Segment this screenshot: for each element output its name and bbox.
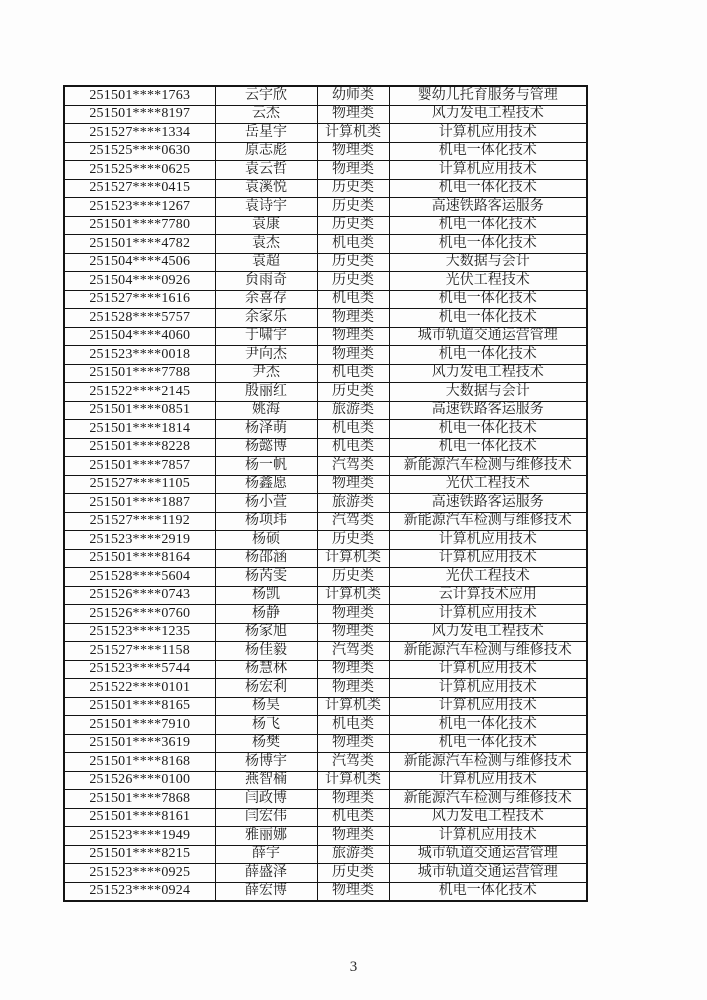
subject-category-cell: 历史类: [317, 198, 389, 217]
student-name-cell: 杨慧林: [215, 660, 317, 679]
student-name-cell: 薛宏博: [215, 882, 317, 901]
table-row: [64, 327, 587, 346]
admitted-major-cell: 机电一体化技术: [389, 438, 587, 457]
exam-id-cell: 251501****8228: [64, 438, 215, 457]
exam-id-cell: 251501****8197: [64, 105, 215, 124]
admitted-major-cell: 机电一体化技术: [389, 179, 587, 198]
table-row: [64, 642, 587, 661]
admitted-major-cell: 计算机应用技术: [389, 531, 587, 550]
table-row: [64, 568, 587, 587]
exam-id-cell: 251523****0018: [64, 346, 215, 365]
admitted-major-cell: 机电一体化技术: [389, 420, 587, 439]
subject-category-cell: 汽驾类: [317, 512, 389, 531]
subject-category-cell: 物理类: [317, 882, 389, 901]
subject-category-cell: 物理类: [317, 161, 389, 180]
exam-id-cell: 251501****3619: [64, 734, 215, 753]
table-row: [64, 272, 587, 291]
subject-category-cell: 历史类: [317, 864, 389, 883]
student-name-cell: 杨樊: [215, 734, 317, 753]
student-name-cell: 杨宏利: [215, 679, 317, 698]
table-row: [64, 475, 587, 494]
table-row: [64, 697, 587, 716]
table-row: [64, 105, 587, 124]
student-name-cell: 殷丽红: [215, 383, 317, 402]
admitted-major-cell: 云计算技术应用: [389, 586, 587, 605]
student-name-cell: 袁杰: [215, 235, 317, 254]
student-name-cell: 薛盛泽: [215, 864, 317, 883]
exam-id-cell: 251528****5757: [64, 309, 215, 328]
table-row: [64, 512, 587, 531]
student-name-cell: 闫政博: [215, 790, 317, 809]
admitted-major-cell: 光伏工程技术: [389, 568, 587, 587]
student-name-cell: 杨静: [215, 605, 317, 624]
table-row: [64, 216, 587, 235]
subject-category-cell: 计算机类: [317, 124, 389, 143]
table-row: [64, 808, 587, 827]
subject-category-cell: 历史类: [317, 179, 389, 198]
admitted-major-cell: 计算机应用技术: [389, 660, 587, 679]
student-name-cell: 杨芮雯: [215, 568, 317, 587]
subject-category-cell: 历史类: [317, 272, 389, 291]
exam-id-cell: 251527****1192: [64, 512, 215, 531]
admitted-major-cell: 机电一体化技术: [389, 716, 587, 735]
table-row: [64, 253, 587, 272]
exam-id-cell: 251501****7857: [64, 457, 215, 476]
admitted-major-cell: 风力发电工程技术: [389, 808, 587, 827]
student-name-cell: 袁康: [215, 216, 317, 235]
student-name-cell: 雅丽娜: [215, 827, 317, 846]
student-name-cell: 云宇欣: [215, 86, 317, 105]
student-name-cell: 袁云哲: [215, 161, 317, 180]
admitted-major-cell: 机电一体化技术: [389, 216, 587, 235]
student-name-cell: 杨一帆: [215, 457, 317, 476]
table-row: [64, 494, 587, 513]
subject-category-cell: 机电类: [317, 808, 389, 827]
admission-roster-table: [63, 85, 588, 902]
table-row: [64, 86, 587, 105]
subject-category-cell: 物理类: [317, 827, 389, 846]
exam-id-cell: 251501****8215: [64, 845, 215, 864]
table-row: [64, 605, 587, 624]
admitted-major-cell: 光伏工程技术: [389, 272, 587, 291]
exam-id-cell: 251527****0415: [64, 179, 215, 198]
subject-category-cell: 物理类: [317, 734, 389, 753]
student-name-cell: 姚海: [215, 401, 317, 420]
exam-id-cell: 251528****5604: [64, 568, 215, 587]
exam-id-cell: 251504****0926: [64, 272, 215, 291]
table-row: [64, 383, 587, 402]
table-row: [64, 716, 587, 735]
admitted-major-cell: 风力发电工程技术: [389, 364, 587, 383]
student-name-cell: 尹杰: [215, 364, 317, 383]
admitted-major-cell: 计算机应用技术: [389, 827, 587, 846]
student-name-cell: 杨凯: [215, 586, 317, 605]
table-row: [64, 346, 587, 365]
admitted-major-cell: 新能源汽车检测与维修技术: [389, 790, 587, 809]
table-row: [64, 401, 587, 420]
student-name-cell: 杨小萱: [215, 494, 317, 513]
student-name-cell: 袁溪悦: [215, 179, 317, 198]
table-row: [64, 864, 587, 883]
subject-category-cell: 物理类: [317, 475, 389, 494]
table-row: [64, 161, 587, 180]
exam-id-cell: 251527****1334: [64, 124, 215, 143]
subject-category-cell: 机电类: [317, 364, 389, 383]
subject-category-cell: 历史类: [317, 383, 389, 402]
subject-category-cell: 历史类: [317, 216, 389, 235]
table-row: [64, 790, 587, 809]
admitted-major-cell: 计算机应用技术: [389, 697, 587, 716]
table-row: [64, 734, 587, 753]
admitted-major-cell: 风力发电工程技术: [389, 105, 587, 124]
table-row: [64, 586, 587, 605]
table-row: [64, 771, 587, 790]
subject-category-cell: 物理类: [317, 660, 389, 679]
student-name-cell: 杨鑫愿: [215, 475, 317, 494]
subject-category-cell: 机电类: [317, 235, 389, 254]
subject-category-cell: 物理类: [317, 142, 389, 161]
table-row: [64, 364, 587, 383]
admitted-major-cell: 高速铁路客运服务: [389, 401, 587, 420]
student-name-cell: 燕智楠: [215, 771, 317, 790]
subject-category-cell: 机电类: [317, 438, 389, 457]
admitted-major-cell: 计算机应用技术: [389, 679, 587, 698]
student-name-cell: 杨飞: [215, 716, 317, 735]
table-row: [64, 827, 587, 846]
exam-id-cell: 251501****7868: [64, 790, 215, 809]
admitted-major-cell: 机电一体化技术: [389, 882, 587, 901]
subject-category-cell: 计算机类: [317, 586, 389, 605]
subject-category-cell: 幼师类: [317, 86, 389, 105]
exam-id-cell: 251501****7780: [64, 216, 215, 235]
subject-category-cell: 机电类: [317, 420, 389, 439]
exam-id-cell: 251523****5744: [64, 660, 215, 679]
exam-id-cell: 251501****8161: [64, 808, 215, 827]
exam-id-cell: 251522****0101: [64, 679, 215, 698]
admitted-major-cell: 计算机应用技术: [389, 771, 587, 790]
subject-category-cell: 旅游类: [317, 845, 389, 864]
student-name-cell: 原志彪: [215, 142, 317, 161]
admitted-major-cell: 城市轨道交通运营管理: [389, 327, 587, 346]
student-name-cell: 薛宇: [215, 845, 317, 864]
subject-category-cell: 物理类: [317, 623, 389, 642]
student-name-cell: 杨项玮: [215, 512, 317, 531]
student-name-cell: 杨懿博: [215, 438, 317, 457]
student-name-cell: 于啸宇: [215, 327, 317, 346]
admitted-major-cell: 机电一体化技术: [389, 290, 587, 309]
exam-id-cell: 251501****8164: [64, 549, 215, 568]
exam-id-cell: 251523****2919: [64, 531, 215, 550]
student-name-cell: 袁诗宇: [215, 198, 317, 217]
table-row: [64, 679, 587, 698]
table-row: [64, 235, 587, 254]
table-row: [64, 142, 587, 161]
student-name-cell: 杨昊: [215, 697, 317, 716]
admitted-major-cell: 计算机应用技术: [389, 549, 587, 568]
subject-category-cell: 物理类: [317, 346, 389, 365]
table-row: [64, 549, 587, 568]
admitted-major-cell: 计算机应用技术: [389, 605, 587, 624]
exam-id-cell: 251527****1105: [64, 475, 215, 494]
student-name-cell: 闫宏伟: [215, 808, 317, 827]
table-row: [64, 179, 587, 198]
admitted-major-cell: 光伏工程技术: [389, 475, 587, 494]
exam-id-cell: 251501****7910: [64, 716, 215, 735]
roster-table-body: [64, 86, 587, 901]
subject-category-cell: 汽驾类: [317, 642, 389, 661]
admitted-major-cell: 风力发电工程技术: [389, 623, 587, 642]
exam-id-cell: 251501****7788: [64, 364, 215, 383]
admitted-major-cell: 新能源汽车检测与维修技术: [389, 512, 587, 531]
admitted-major-cell: 新能源汽车检测与维修技术: [389, 457, 587, 476]
subject-category-cell: 汽驾类: [317, 753, 389, 772]
table-row: [64, 438, 587, 457]
table-row: [64, 420, 587, 439]
admitted-major-cell: 计算机应用技术: [389, 161, 587, 180]
student-name-cell: 杨博宇: [215, 753, 317, 772]
table-row: [64, 753, 587, 772]
exam-id-cell: 251522****2145: [64, 383, 215, 402]
student-name-cell: 杨邵涵: [215, 549, 317, 568]
exam-id-cell: 251501****1887: [64, 494, 215, 513]
student-name-cell: 余喜存: [215, 290, 317, 309]
subject-category-cell: 机电类: [317, 290, 389, 309]
table-row: [64, 660, 587, 679]
subject-category-cell: 历史类: [317, 253, 389, 272]
subject-category-cell: 历史类: [317, 568, 389, 587]
admitted-major-cell: 城市轨道交通运营管理: [389, 845, 587, 864]
admitted-major-cell: 婴幼儿托育服务与管理: [389, 86, 587, 105]
exam-id-cell: 251523****1235: [64, 623, 215, 642]
exam-id-cell: 251501****8168: [64, 753, 215, 772]
student-name-cell: 尹向杰: [215, 346, 317, 365]
student-name-cell: 贠雨奇: [215, 272, 317, 291]
exam-id-cell: 251525****0625: [64, 161, 215, 180]
student-name-cell: 杨泽萌: [215, 420, 317, 439]
exam-id-cell: 251501****1814: [64, 420, 215, 439]
exam-id-cell: 251523****0925: [64, 864, 215, 883]
student-name-cell: 云杰: [215, 105, 317, 124]
student-name-cell: 袁超: [215, 253, 317, 272]
table-row: [64, 457, 587, 476]
subject-category-cell: 物理类: [317, 605, 389, 624]
subject-category-cell: 旅游类: [317, 401, 389, 420]
table-row: [64, 882, 587, 901]
subject-category-cell: 物理类: [317, 790, 389, 809]
subject-category-cell: 旅游类: [317, 494, 389, 513]
exam-id-cell: 251501****8165: [64, 697, 215, 716]
admitted-major-cell: 新能源汽车检测与维修技术: [389, 753, 587, 772]
table-row: [64, 623, 587, 642]
subject-category-cell: 计算机类: [317, 771, 389, 790]
admitted-major-cell: 机电一体化技术: [389, 235, 587, 254]
admitted-major-cell: 大数据与会计: [389, 253, 587, 272]
admitted-major-cell: 大数据与会计: [389, 383, 587, 402]
exam-id-cell: 251501****4782: [64, 235, 215, 254]
exam-id-cell: 251527****1158: [64, 642, 215, 661]
admitted-major-cell: 城市轨道交通运营管理: [389, 864, 587, 883]
student-name-cell: 余家乐: [215, 309, 317, 328]
admitted-major-cell: 机电一体化技术: [389, 309, 587, 328]
table-row: [64, 309, 587, 328]
student-name-cell: 杨佳毅: [215, 642, 317, 661]
student-name-cell: 杨家旭: [215, 623, 317, 642]
student-name-cell: 杨硕: [215, 531, 317, 550]
exam-id-cell: 251526****0743: [64, 586, 215, 605]
exam-id-cell: 251525****0630: [64, 142, 215, 161]
exam-id-cell: 251526****0100: [64, 771, 215, 790]
admitted-major-cell: 高速铁路客运服务: [389, 494, 587, 513]
admitted-major-cell: 高速铁路客运服务: [389, 198, 587, 217]
table-row: [64, 198, 587, 217]
admitted-major-cell: 机电一体化技术: [389, 346, 587, 365]
subject-category-cell: 汽驾类: [317, 457, 389, 476]
table-row: [64, 290, 587, 309]
subject-category-cell: 物理类: [317, 105, 389, 124]
table-row: [64, 845, 587, 864]
subject-category-cell: 历史类: [317, 531, 389, 550]
subject-category-cell: 计算机类: [317, 549, 389, 568]
admitted-major-cell: 计算机应用技术: [389, 124, 587, 143]
subject-category-cell: 计算机类: [317, 697, 389, 716]
page-number: 3: [349, 959, 358, 975]
exam-id-cell: 251504****4506: [64, 253, 215, 272]
table-row: [64, 124, 587, 143]
exam-id-cell: 251504****4060: [64, 327, 215, 346]
exam-id-cell: 251523****0924: [64, 882, 215, 901]
exam-id-cell: 251501****0851: [64, 401, 215, 420]
subject-category-cell: 机电类: [317, 716, 389, 735]
student-name-cell: 岳星宇: [215, 124, 317, 143]
exam-id-cell: 251501****1763: [64, 86, 215, 105]
table-row: [64, 531, 587, 550]
admitted-major-cell: 机电一体化技术: [389, 142, 587, 161]
subject-category-cell: 物理类: [317, 309, 389, 328]
exam-id-cell: 251527****1616: [64, 290, 215, 309]
exam-id-cell: 251523****1267: [64, 198, 215, 217]
exam-id-cell: 251523****1949: [64, 827, 215, 846]
admitted-major-cell: 机电一体化技术: [389, 734, 587, 753]
exam-id-cell: 251526****0760: [64, 605, 215, 624]
subject-category-cell: 物理类: [317, 679, 389, 698]
subject-category-cell: 物理类: [317, 327, 389, 346]
admitted-major-cell: 新能源汽车检测与维修技术: [389, 642, 587, 661]
